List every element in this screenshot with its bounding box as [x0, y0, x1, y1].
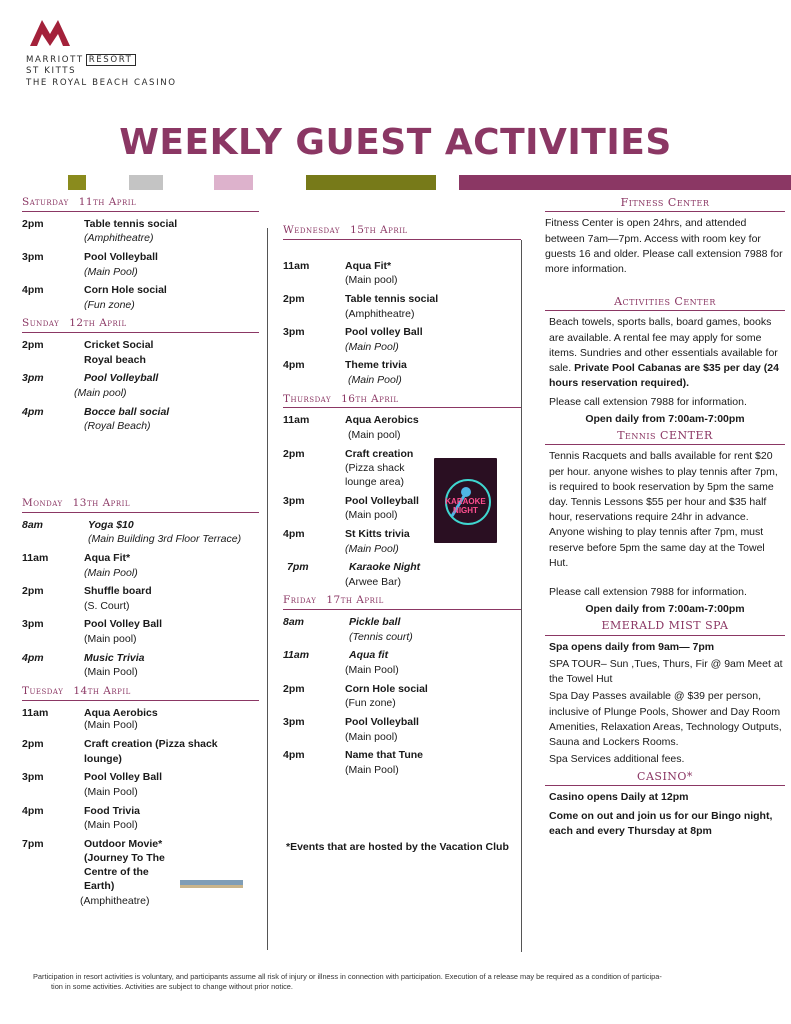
activities-call-text: Please call extension 7988 for information. — [549, 395, 747, 408]
event-row: 3pm Pool Volleyball — [283, 715, 419, 728]
event-location: lounge area) — [345, 475, 404, 488]
event-row: 2pm Shuffle board — [22, 585, 152, 598]
event-row: 3pm Pool Volleyball — [22, 372, 159, 385]
day-heading-saturday: Saturday 11th April — [22, 196, 259, 212]
event-row: 3pm Pool Volley Ball — [22, 771, 162, 784]
color-bar-5 — [459, 175, 791, 190]
event-row: 8am Pickle ball — [283, 616, 401, 629]
color-bar-4 — [306, 175, 436, 190]
tennis-center-heading: Tennis CENTER — [545, 429, 785, 445]
activities-center-body: Beach towels, sports balls, board games, books are available. A rental fee may apply for some items. Sundries and other essentials available for sale. Private Pool Cabanas are $35 per day (24 hours reservation required). — [549, 316, 779, 390]
event-location: (Main Pool) — [84, 819, 138, 832]
activities-center-heading: Activities Center — [545, 295, 785, 311]
day-heading-thursday: Thursday 16th April — [283, 393, 521, 409]
event-row: 11am Aqua fit — [283, 649, 389, 662]
event-row: 4pm St Kitts trivia — [283, 527, 410, 540]
event-title-line: Earth) — [84, 879, 115, 892]
casino-bingo: Come on out and join us for our Bingo night, each and every Thursday at 8pm — [549, 810, 773, 838]
karaoke-sign-text: KARAOKE NIGHT — [445, 497, 486, 515]
event-row: 4pm Corn Hole social — [22, 284, 167, 297]
column-divider-right — [521, 240, 522, 952]
spa-passes: Spa Day Passes available @ $39 per person, inclusive of Plunge Pools, Shower and Day Room Amenities, Relaxation Areas, Technology Outputs, Sauna and Lockers Rooms. — [549, 690, 782, 749]
event-location: (Main Pool) — [84, 265, 138, 278]
color-bar-1 — [68, 175, 86, 190]
day-heading-wednesday: Wednesday 15th April — [283, 224, 521, 240]
movie-thumbnail-image — [180, 880, 243, 888]
event-row: 4pm Name that Tune — [283, 749, 423, 762]
event-row: 11am Aqua Fit* — [22, 551, 131, 564]
event-row: 4pm Food Trivia — [22, 804, 141, 817]
fitness-center-heading: Fitness Center — [545, 196, 785, 212]
karaoke-night-image — [434, 458, 497, 543]
event-title-line: (Journey To The — [84, 852, 165, 865]
event-row: 2pm Craft creation (Pizza shack — [22, 737, 218, 750]
event-location: (Main Pool) — [348, 374, 402, 387]
event-location: (Main pool) — [345, 509, 398, 522]
event-location: (Main Pool) — [84, 719, 138, 732]
day-heading-friday: Friday 17th April — [283, 594, 521, 610]
schedule-left-column — [22, 196, 259, 914]
disclaimer-footer: Participation in resort activities is voluntary, and participants assume all risk of injury or illness in connection with participation. Execution of a release may be required as a condition of participa- tion in some activities. Activities are subject to change without prior notice. — [33, 972, 662, 991]
event-location: (Main pool) — [84, 633, 137, 646]
event-location: (Amphitheatre) — [84, 232, 154, 245]
event-row: 11am Aqua Aerobics — [22, 706, 158, 719]
activities-hours: Open daily from 7:00am-7:00pm — [585, 412, 745, 425]
event-row: 2pm Craft creation — [283, 447, 414, 460]
event-location: (Amphitheatre) — [345, 307, 415, 320]
brand-name: MARRIOTT RESORT ST KITTS THE ROYAL BEACH CASINO — [26, 54, 177, 88]
event-location: (Main Building 3rd Floor Terrace) — [88, 533, 242, 546]
event-row: 2pm Table tennis social — [283, 292, 439, 305]
event-location: (Main pool) — [345, 730, 398, 743]
event-location: (Main Pool) — [345, 340, 399, 353]
marriott-m-icon — [28, 16, 72, 48]
event-location: (Main Pool) — [84, 666, 138, 679]
vacation-club-note: *Events that are hosted by the Vacation Club — [286, 840, 509, 853]
event-row: 7pm Outdoor Movie* — [22, 837, 163, 850]
day-heading-monday: Monday 13th April — [22, 497, 259, 513]
event-row: 2pm Table tennis social — [22, 217, 178, 230]
event-location: (Pizza shack — [345, 462, 405, 475]
color-bar-3 — [214, 175, 253, 190]
event-row: 2pm Corn Hole social — [283, 682, 428, 695]
brand-logo — [26, 16, 177, 89]
event-row: 11am Aqua Aerobics — [283, 414, 419, 427]
day-heading-tuesday: Tuesday 14th Arpil — [22, 685, 259, 701]
tennis-call-text: Please call extension 7988 for information. — [549, 586, 747, 599]
spa-fees: Spa Services additional fees. — [549, 753, 685, 766]
event-location: (Tennis court) — [349, 630, 413, 643]
event-row: 2pm Cricket Social — [22, 339, 154, 352]
info-right-column — [545, 196, 785, 839]
event-location: lounge) — [84, 752, 122, 765]
event-location: (Amphitheatre) — [80, 895, 150, 908]
event-row: 4pm Bocce ball social — [22, 405, 170, 418]
event-location: (Main Pool) — [345, 542, 399, 555]
event-location: (Arwee Bar) — [345, 575, 402, 588]
event-location: (Main pool) — [345, 274, 398, 287]
event-row: 3pm Pool Volleyball — [283, 494, 419, 507]
event-location: (Main pool) — [348, 429, 401, 442]
event-location: (Fun zone) — [345, 697, 396, 710]
event-location: (Main Pool) — [84, 785, 138, 798]
event-location: (Main Pool) — [345, 763, 399, 776]
page-title: WEEKLY GUEST ACTIVITIES — [119, 122, 672, 163]
event-location: (Fun zone) — [84, 298, 135, 311]
event-row: 4pm Theme trivia — [283, 359, 407, 372]
event-location: (Royal Beach) — [84, 420, 151, 433]
event-row: 3pm Pool Volleyball — [22, 250, 158, 263]
event-row: 3pm Pool Volley Ball — [22, 618, 162, 631]
event-row: 3pm Pool volley Ball — [283, 326, 423, 339]
column-divider-left — [267, 228, 268, 950]
event-row: 7pm Karaoke Night — [287, 561, 421, 574]
spa-hours: Spa opens daily from 9am— 7pm — [549, 640, 715, 653]
event-row: 11am Aqua Fit* — [283, 259, 392, 272]
event-location: Royal beach — [84, 353, 146, 366]
spa-tour: SPA TOUR– Sun ,Tues, Thurs, Fir @ 9am Meet at the Towel Hut — [549, 658, 783, 686]
day-heading-sunday: Sunday 12th April — [22, 317, 259, 333]
event-location: (Main Pool) — [84, 566, 138, 579]
tennis-center-text: Tennis Racquets and balls available for rent $20 per hour. anyone wishes to play tennis after 7pm, is required to book reservation by 5pm the same day. Tennis Lessons $55 per hour and $35 half hour, reservations require 24hr in advance. Anyone wishing to play tennis after 7pm, must reserve before 5pm the same day at the Towel Hut. — [549, 450, 778, 569]
fitness-center-text: Fitness Center is open 24hrs, and attended between 7am—7pm. Access with room key for guests 16 and older. Please call extension 7988 for more information. — [545, 217, 783, 275]
color-bar-2 — [129, 175, 163, 190]
casino-heading: CASINO* — [545, 770, 785, 786]
event-row: 8am Yoga $10 — [22, 518, 134, 531]
event-location: (Main Pool) — [345, 664, 399, 677]
event-location: (Main pool) — [74, 387, 127, 400]
spa-heading: EMERALD MIST SPA — [545, 619, 785, 635]
tennis-hours: Open daily from 7:00am-7:00pm — [585, 603, 745, 616]
event-title-line: Centre of the — [84, 866, 149, 879]
casino-hours: Casino opens Daily at 12pm — [549, 790, 689, 803]
event-location: (S. Court) — [84, 599, 130, 612]
event-row: 4pm Music Trivia — [22, 651, 145, 664]
